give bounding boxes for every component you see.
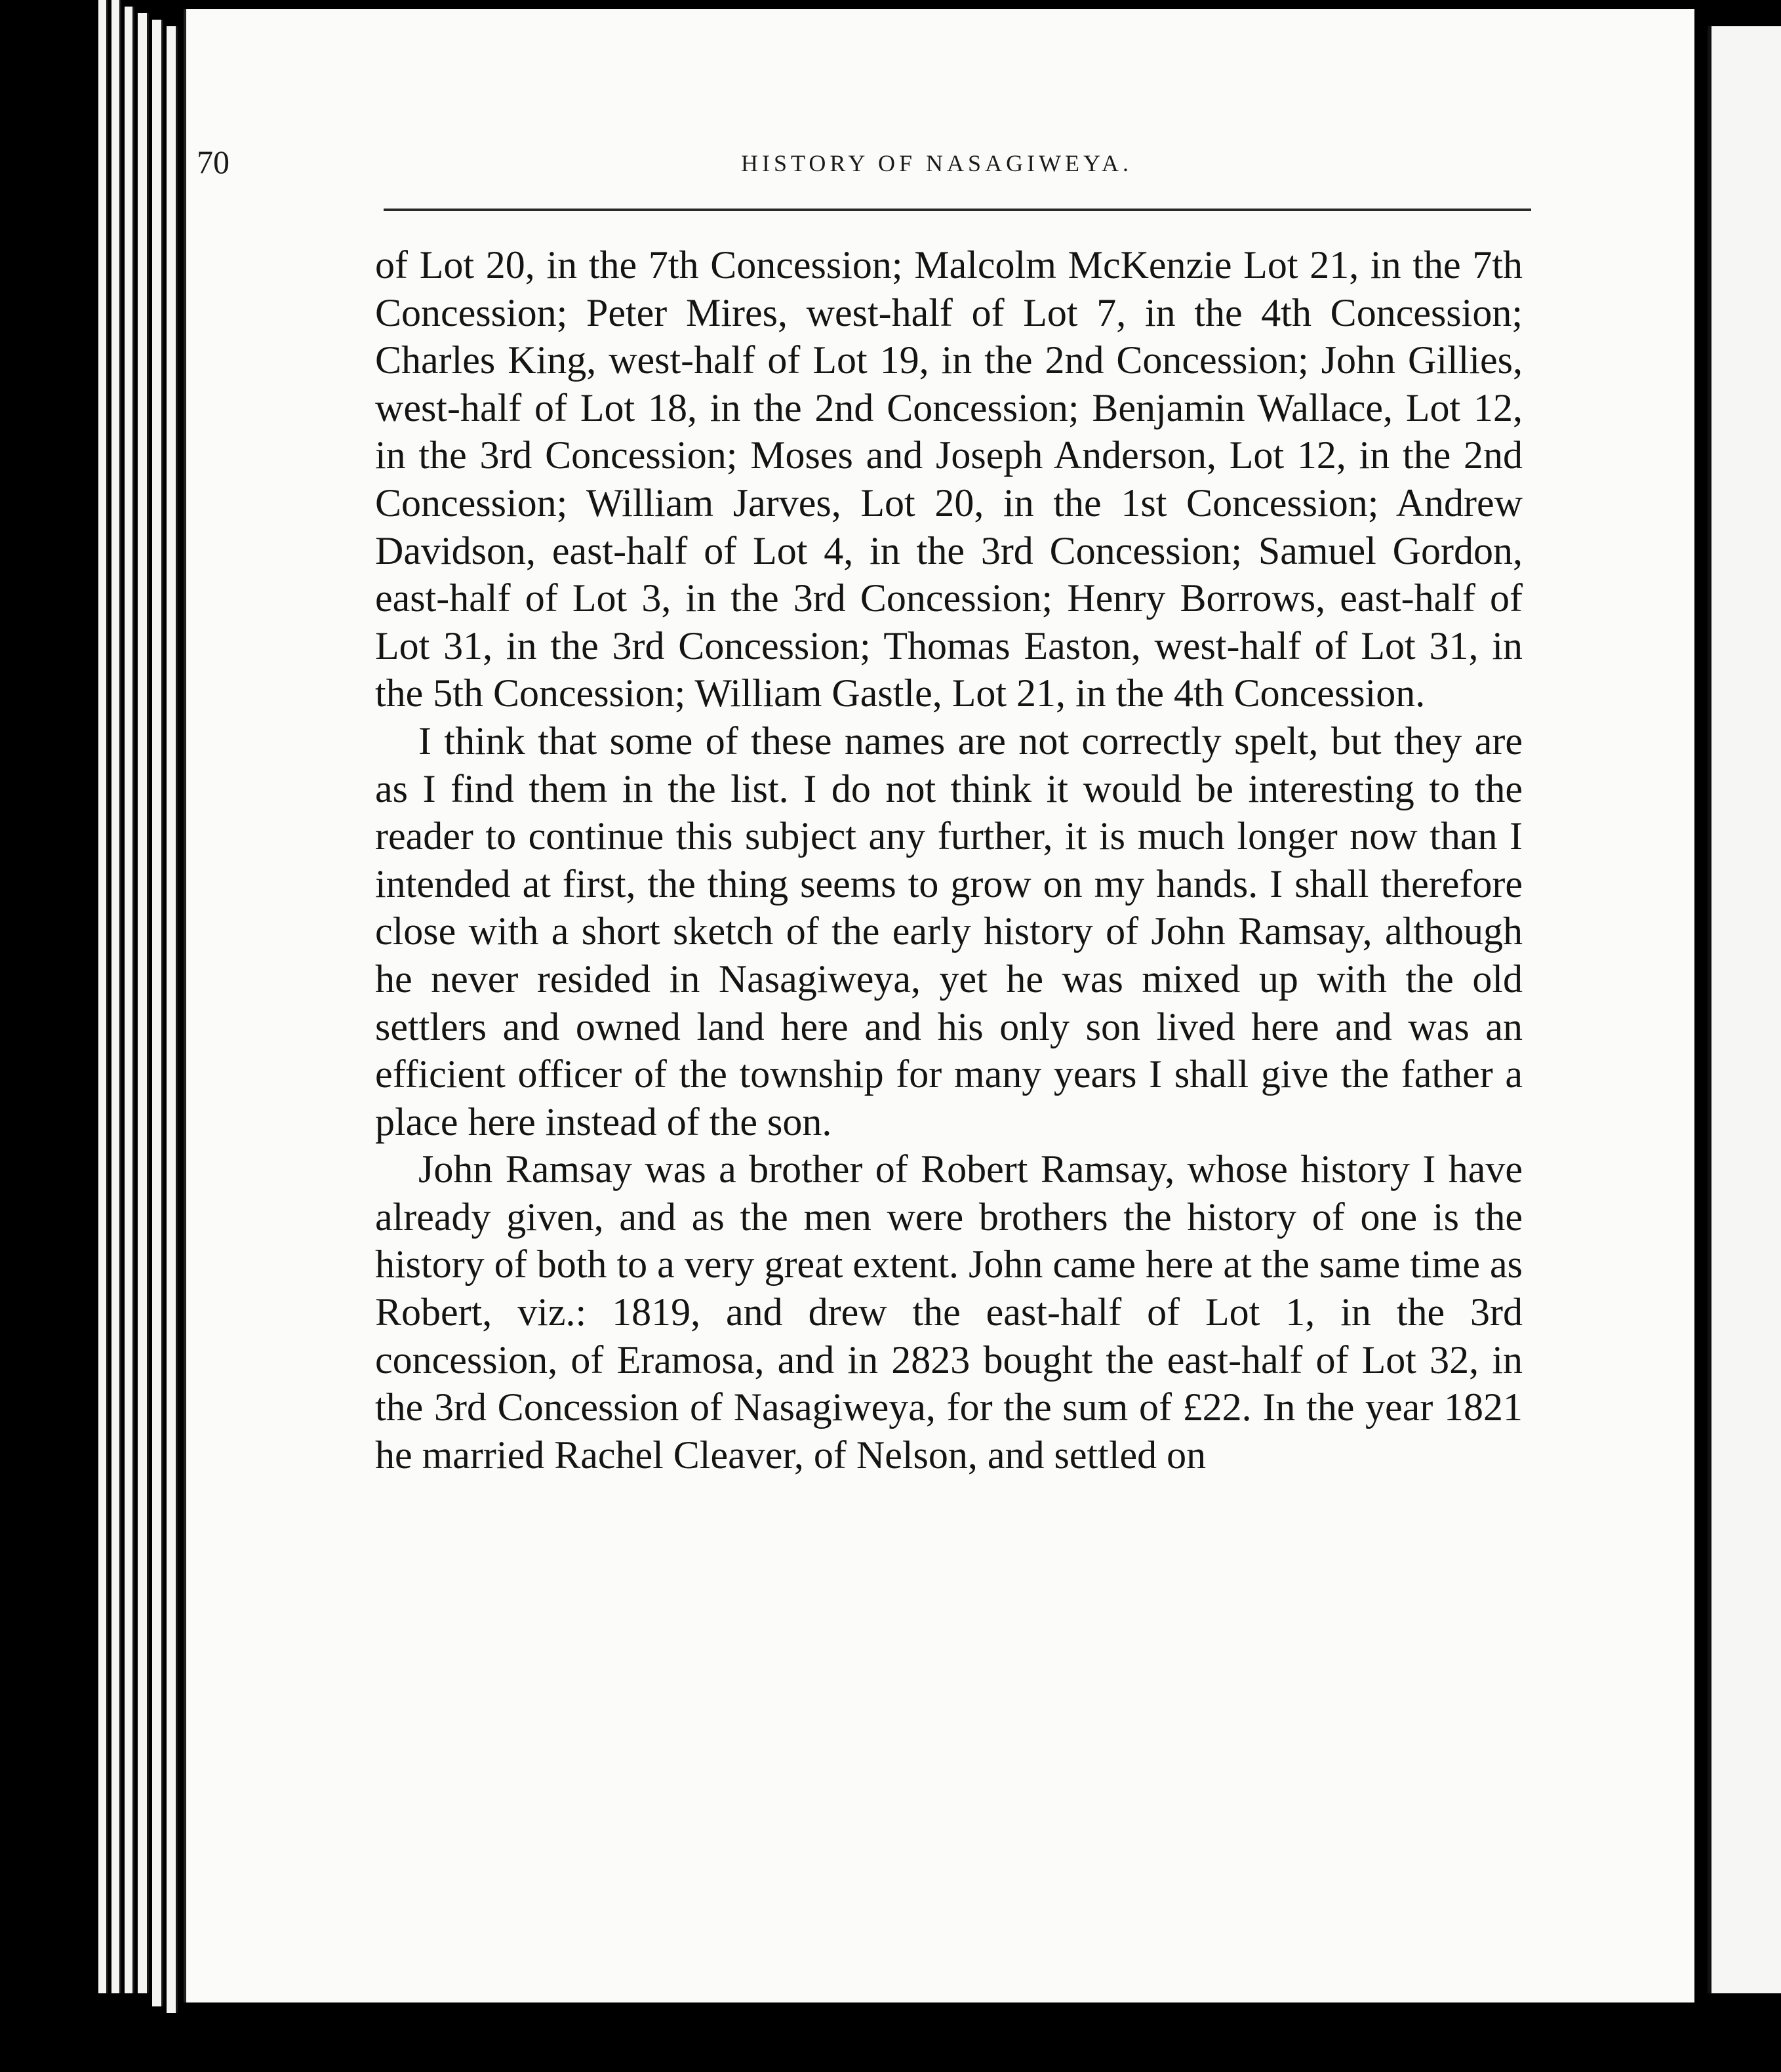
page-header	[197, 143, 1508, 189]
page-edge	[167, 26, 178, 2013]
running-title: HISTORY OF NASAGIWEYA.	[741, 150, 1133, 176]
page-edge	[152, 20, 163, 2006]
facing-page-edge	[1708, 26, 1781, 1993]
paragraph: John Ramsay was a brother of Robert Ramsay, whose history I have already given, and as the men were brothers the history of one is the history of both to a very great extent. John came here at the same time as Robert, viz.: 1819, and drew the east-half of Lot 1, in the 3rd concession, of Eramosa, and in 2823 bought the east-half of Lot 32, in the 3rd Concession of Nasagiweya, for the sum of £22. In the year 1821 he married Rachel Cleaver, of Nelson, and settled on	[375, 1147, 1523, 1477]
page-number: 70	[197, 144, 230, 180]
header-rule	[384, 209, 1531, 211]
paragraph: I think that some of these names are not correctly spelt, but they are as I find them in the list. I do not think it would be interesting to the reader to continue this subject any further, it is much longer now than I intended at first, the thing seems to grow on my hands. I shall therefore close with a short sketch of the early history of John Ramsay, although he never resided in Nasagiweya, yet he was mixed up with the old settlers and owned land here and his only son lived here and was an efficient officer of the township for many years I shall give the father a place here instead of the son.	[375, 719, 1523, 1144]
body-text	[375, 241, 1523, 1479]
page-edge	[138, 13, 149, 1993]
page-edge	[98, 0, 108, 1993]
page-edge	[111, 0, 121, 1993]
page-edge	[125, 7, 134, 1993]
paragraph: of Lot 20, in the 7th Concession; Malcolm McKenzie Lot 21, in the 7th Concession; Peter Mires, west-half of Lot 7, in the 4th Concession; Charles King, west-half of Lot 19, in the 2nd Concession; John Gillies, west-half of Lot 18, in the 2nd Concession; Benjamin Wallace, Lot 12, in the 3rd Concession; Moses and Joseph Anderson, Lot 12, in the 2nd Concession; William Jarves, Lot 20, in the 1st Concession; Andrew Davidson, east-half of Lot 4, in the 3rd Concession; Samuel Gordon, east-half of Lot 3, in the 3rd Concession; Henry Borrows, east-half of Lot 31, in the 3rd Concession; Thomas Easton, west-half of Lot 31, in the 5th Concession; William Gastle, Lot 21, in the 4th Concession.	[375, 243, 1523, 715]
